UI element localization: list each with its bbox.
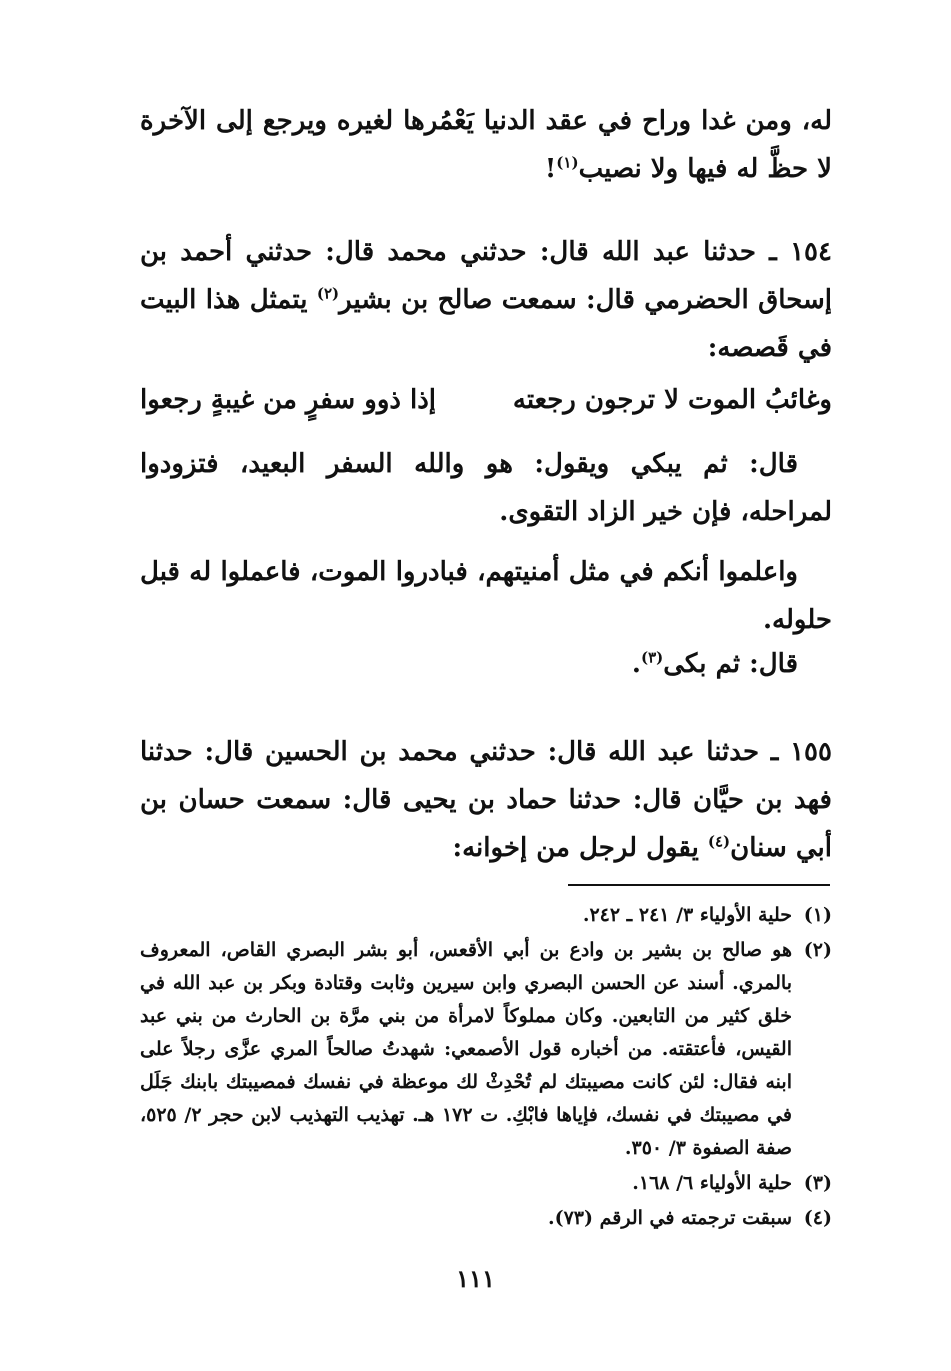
quote-paragraph: قال: ثم يبكي ويقول: هو والله السفر البعيد، فتزودوا لمراحله، فإن خير الزاد التقوى. (140, 449, 832, 527)
footnote-text: هو صالح بن بشير بن وادع بن أبي الأقعس، أبو بشر البصري القاص، المعروف بالمري. أسند عن الحسن البصري وابن سيرين وثابت وقتادة وبكر بن عبد الله في خلق كثير من التابعين. وكان مملوكاً لامرأة من بني مرَّة بن الحارث من بني عبد القيس، فأعتقته. من أخباره قول الأصمعي: شهدتُ صالحاً المري عزَّى رجلاً على ابنه فقال: لئن كانت مصيبتك لم تُحْدِثْ لك موعظة في نفسك فمصيبتك بابنك جَلَل في مصيبتك في نفسك، فإياها فابْكِ. ت ١٧٢ هـ. تهذيب التهذيب لابن حجر ٢/ ٥٢٥، صفة الصفوة ٣/ ٣٥٠. (140, 939, 792, 1159)
narration-number: ١٥٥ (790, 737, 832, 767)
quote-paragraph: واعلموا أنكم في مثل أمنيتهم، فبادروا الموت، فاعملوا له قبل حلوله. (140, 557, 832, 635)
footnote-item (140, 1202, 832, 1235)
footnote-text: حلية الأولياء ٣/ ٢٤١ ـ ٢٤٢. (582, 904, 792, 926)
footnote-number: (٤) (803, 1207, 832, 1229)
quote-text: قال: ثم بكى (663, 649, 798, 679)
narration-text-end: يقول لرجل من إخوانه: (452, 833, 699, 863)
narration-154 (140, 228, 832, 372)
page-number: ١١١ (456, 1264, 495, 1293)
paragraph-continuation (140, 97, 832, 193)
footnote-marker: (١) (556, 153, 579, 172)
poem-hemistich-second: إذا ذوو سفرٍ من غيبةٍ رجعوا (140, 385, 437, 415)
footnote-item (140, 934, 832, 1165)
paragraph-text: له، ومن غدا وراح في عقد الدنيا يَعْمُرها لغيره ويرجع إلى الآخرة لا حظَّ له فيها ولا نصيب (140, 106, 832, 184)
quote-end: . (631, 649, 641, 679)
footnote-item (140, 899, 832, 932)
footnote-separator (568, 884, 830, 886)
footnote-number: (٣) (803, 1172, 832, 1194)
narration-text-end: يتمثل هذا البيت في قَصصه: (140, 285, 832, 363)
narration-155 (140, 728, 832, 872)
footnote-marker: (٤) (707, 832, 731, 851)
quote-paragraph (140, 640, 832, 688)
footnote-item (140, 1167, 832, 1200)
paragraph-end: ! (544, 154, 557, 184)
narration-text: ـ حدثنا عبد الله قال: حدثني محمد بن الحسين قال: حدثنا فهد بن حيَّان قال: حدثنا حماد بن يحيى قال: سمعت حسان بن أبي سنان (140, 737, 832, 863)
footnote-text: حلية الأولياء ٦/ ١٦٨. (632, 1172, 792, 1194)
footnote-marker: (٣) (640, 648, 664, 667)
narration-number: ١٥٤ (790, 237, 832, 267)
narration-text: ـ حدثنا عبد الله قال: حدثني محمد قال: حدثني أحمد بن إسحاق الحضرمي قال: سمعت صالح بن بشير (140, 237, 833, 315)
footnote-marker: (٢) (316, 284, 340, 303)
footnote-text: سبقت ترجمته في الرقم (٧٣). (547, 1207, 792, 1229)
poem-verse (140, 376, 832, 424)
footnote-number: (٢) (803, 939, 832, 961)
poem-hemistich-first: وغائبُ الموت لا ترجون رجعته (512, 385, 832, 415)
footnotes (140, 899, 832, 1237)
footnote-number: (١) (803, 904, 832, 926)
